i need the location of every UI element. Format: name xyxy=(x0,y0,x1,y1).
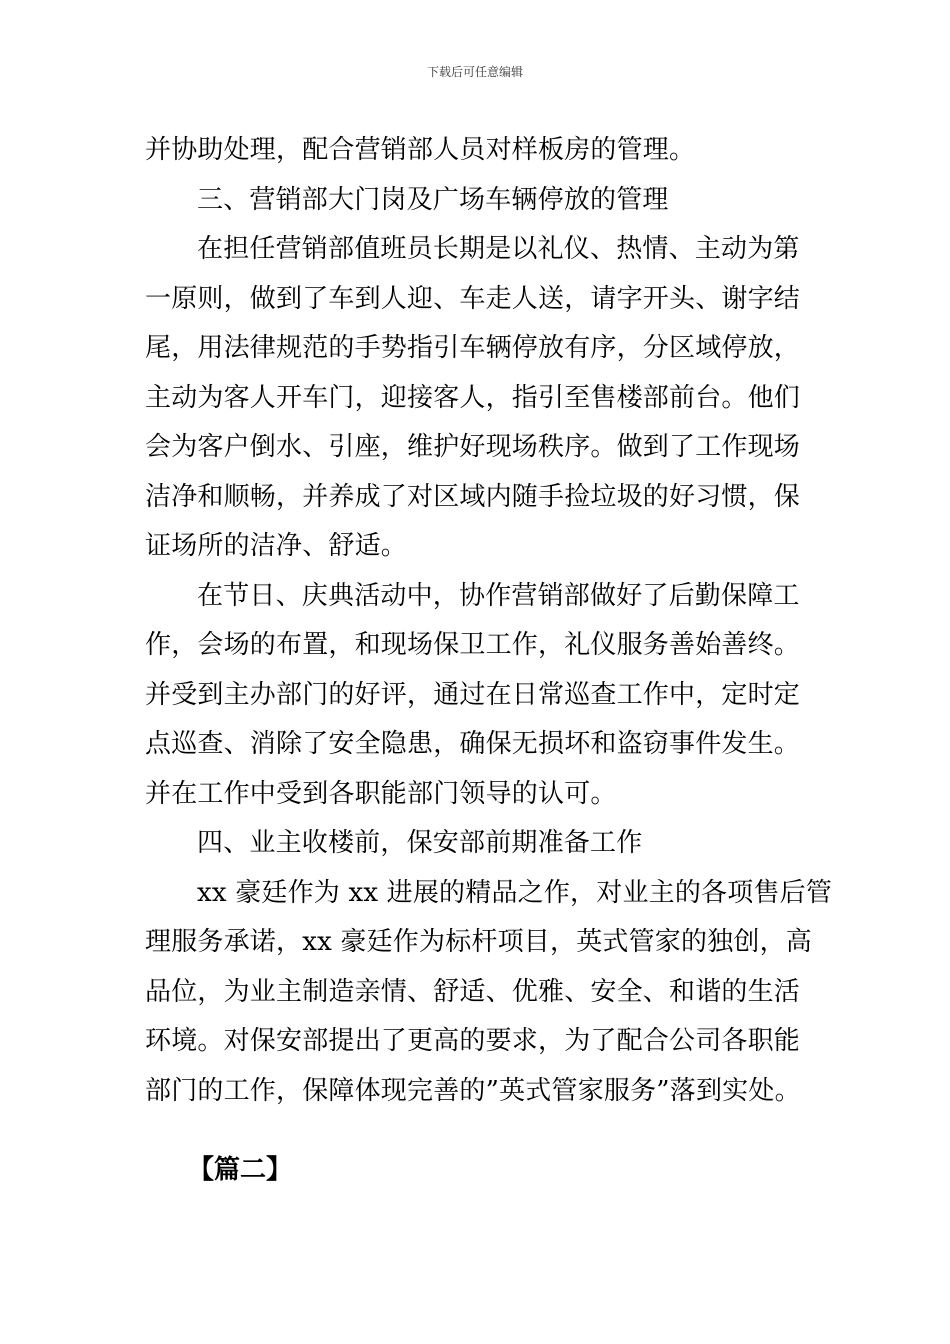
text-line: 理服务承诺，xx 豪廷作为标杆项目，英式管家的独创，高 xyxy=(145,927,812,957)
text-line: 尾，用法律规范的手势指引车辆停放有序，分区域停放， xyxy=(145,333,801,363)
document-body xyxy=(145,126,833,1116)
text-line: 作，会场的布置，和现场保卫工作，礼仪服务善始善终。 xyxy=(145,630,801,660)
text-line: 并在工作中受到各职能部门领导的认可。 xyxy=(145,778,617,809)
text-line: 证场所的洁净、舒适。 xyxy=(145,531,408,561)
text-line: 洁净和顺畅，并养成了对区域内随手捡垃圾的好习惯，保 xyxy=(145,481,801,512)
text-line: 在节日、庆典活动中，协作营销部做好了后勤保障工 xyxy=(197,580,800,611)
text-line: 部门的工作，保障体现完善的”英式管家服务”落到实处。 xyxy=(145,1075,801,1106)
section-title: 【篇二】 xyxy=(188,1155,293,1185)
text-line: 品位，为业主制造亲情、舒适、优雅、安全、和谐的生活 xyxy=(145,976,801,1007)
text-line: xx 豪廷作为 xx 进展的精品之作，对业主的各项售后管 xyxy=(197,877,833,908)
text-line: 环境。对保安部提出了更高的要求，为了配合公司各职能 xyxy=(145,1026,801,1056)
section-heading: 四、业主收楼前，保安部前期准备工作 xyxy=(197,828,643,858)
text-line: 并协助处理，配合营销部人员对样板房的管理。 xyxy=(145,135,696,165)
text-line: 点巡查、消除了安全隐患，确保无损坏和盗窃事件发生。 xyxy=(145,729,801,759)
text-line: 在担任营销部值班员长期是以礼仪、热情、主动为第 xyxy=(197,234,800,264)
text-line: 并受到主办部门的好评，通过在日常巡查工作中，定时定 xyxy=(145,679,801,710)
text-line: 会为客户倒水、引座，维护好现场秩序。做到了工作现场 xyxy=(145,432,801,462)
section-heading: 三、营销部大门岗及广场车辆停放的管理 xyxy=(197,184,669,215)
page-header: 下载后可任意编辑 xyxy=(426,65,523,79)
text-line: 主动为客人开车门，迎接客人，指引至售楼部前台。他们 xyxy=(145,382,801,413)
text-line: 一原则，做到了车到人迎、车走人送，请字开头、谢字结 xyxy=(145,283,801,314)
